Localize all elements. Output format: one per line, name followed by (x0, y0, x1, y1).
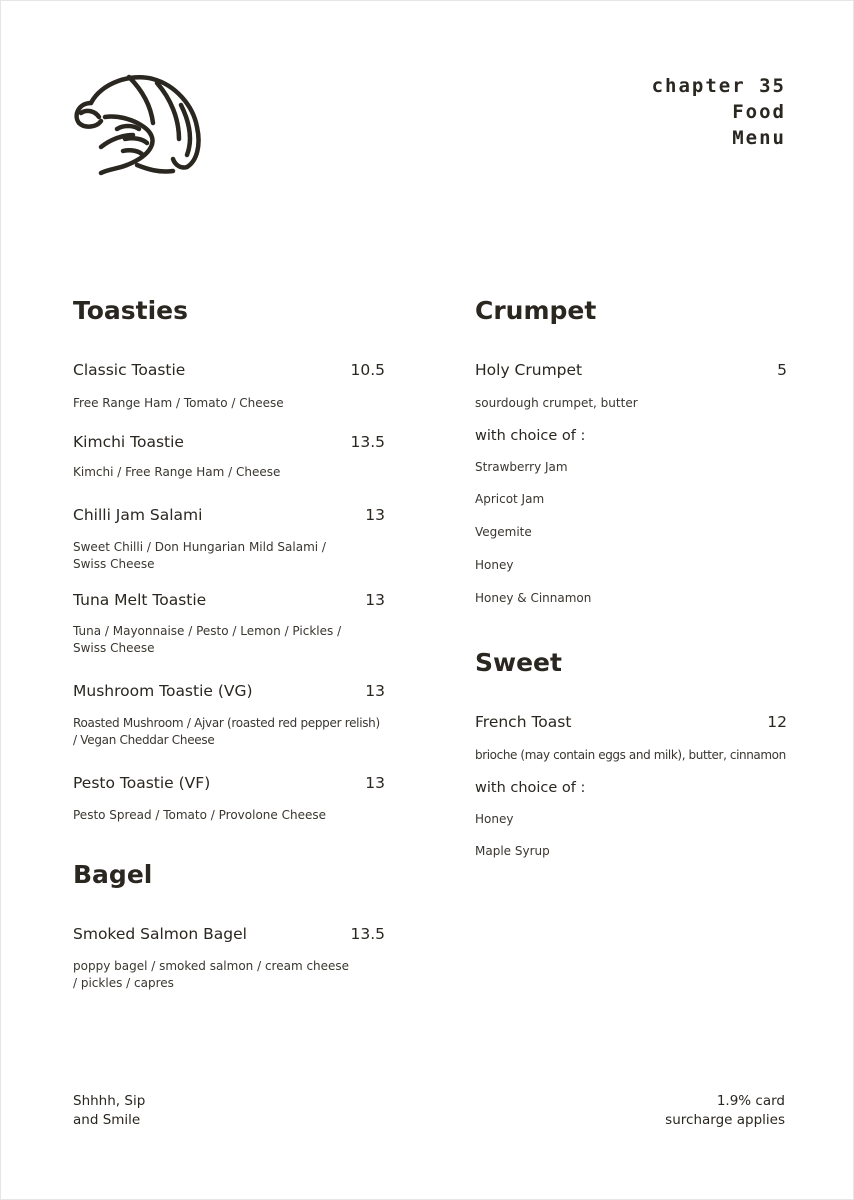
item-price: 12 (767, 713, 787, 731)
item-description: Pesto Spread / Tomato / Provolone Cheese (73, 808, 326, 822)
menu-item-smoked-salmon-bagel (73, 925, 385, 943)
section-title-crumpet: Crumpet (475, 296, 597, 325)
choice-option: Strawberry Jam (475, 460, 568, 474)
item-price: 13.5 (350, 433, 385, 451)
item-name: Kimchi Toastie (73, 433, 184, 451)
item-name: Pesto Toastie (VF) (73, 774, 211, 792)
item-name: Mushroom Toastie (VG) (73, 682, 253, 700)
footer-line: 1.9% card (716, 1093, 785, 1109)
footer-line: Shhhh, Sip (73, 1093, 146, 1109)
choice-option: Honey (475, 812, 514, 826)
choice-option: Vegemite (475, 525, 532, 539)
menu-item-pesto-toastie (73, 774, 385, 792)
footer-surcharge-note (665, 1092, 785, 1130)
item-description: Tuna / Mayonnaise / Pesto / Lemon / Pickles / Swiss Cheese (73, 624, 342, 655)
item-name: Tuna Melt Toastie (73, 591, 207, 609)
item-description: poppy bagel / smoked salmon / cream cheese / pickles / capres (73, 959, 350, 990)
item-price: 13 (365, 591, 385, 609)
choice-option: Honey (475, 558, 514, 572)
footer-line: surcharge applies (665, 1112, 785, 1128)
croissant-hand-icon (71, 69, 201, 177)
item-price: 10.5 (350, 361, 385, 379)
brand-title (652, 73, 786, 151)
section-title-toasties: Toasties (73, 296, 189, 325)
item-description: Sweet Chilli / Don Hungarian Mild Salami / Swiss Cheese (73, 540, 326, 571)
menu-item-chilli-jam-salami (73, 506, 385, 524)
item-price: 13.5 (350, 925, 385, 943)
item-description: sourdough crumpet, butter (475, 396, 638, 410)
item-description: Free Range Ham / Tomato / Cheese (73, 396, 284, 410)
choice-label: with choice of : (475, 780, 586, 796)
section-title-bagel: Bagel (73, 860, 153, 889)
item-price: 5 (777, 361, 787, 379)
choice-option: Honey & Cinnamon (475, 591, 592, 605)
left-column (73, 293, 385, 1013)
choice-option: Apricot Jam (475, 492, 545, 506)
footer-tagline (73, 1092, 145, 1130)
item-name: Classic Toastie (73, 361, 186, 379)
menu-item-french-toast (475, 713, 787, 731)
choice-option: Maple Syrup (475, 844, 550, 858)
section-title-sweet: Sweet (475, 648, 562, 677)
item-name: Holy Crumpet (475, 361, 583, 379)
item-price: 13 (365, 682, 385, 700)
menu-item-holy-crumpet (475, 361, 787, 379)
right-column (475, 293, 791, 893)
item-name: Chilli Jam Salami (73, 506, 203, 524)
menu-item-classic-toastie (73, 361, 385, 379)
item-description: Kimchi / Free Range Ham / Cheese (73, 465, 281, 479)
menu-item-mushroom-toastie (73, 682, 385, 700)
footer-line: and Smile (73, 1112, 141, 1128)
choice-label: with choice of : (475, 428, 586, 444)
brand-line: Menu (732, 127, 786, 149)
brand-line: Food (732, 101, 786, 123)
item-price: 13 (365, 774, 385, 792)
menu-item-tuna-melt-toastie (73, 591, 385, 609)
item-name: Smoked Salmon Bagel (73, 925, 247, 943)
item-description: Roasted Mushroom / Ajvar (roasted red pepper relish) / Vegan Cheddar Cheese (73, 716, 380, 747)
item-name: French Toast (475, 713, 572, 731)
brand-line: chapter 35 (651, 75, 786, 97)
item-price: 13 (365, 506, 385, 524)
menu-item-kimchi-toastie (73, 433, 385, 451)
item-description: brioche (may contain eggs and milk), butter, cinnamon (475, 748, 786, 762)
